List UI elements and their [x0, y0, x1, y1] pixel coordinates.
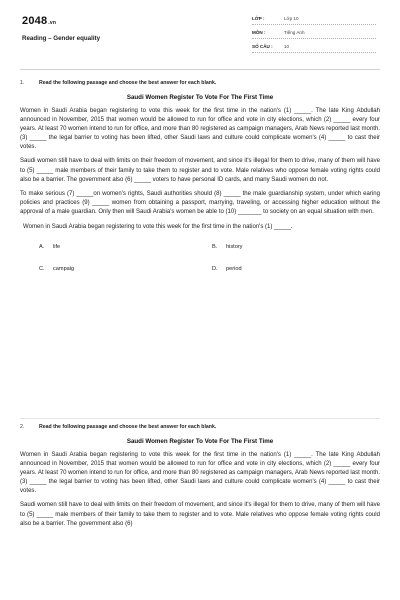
option-a[interactable]	[39, 244, 60, 250]
question-number: 2.	[20, 424, 25, 430]
passage-paragraph: Saudi women still have to deal with limits on their freedom of movement, and since it's illegal for them to drive, many of them will have to (5) _____ male members of their family to take them to register and to vote. Male relatives who oppose female voting rights could also be a barrier. The government also (6) _____ voters to have personal ID cards, and many Saudi women do not.	[20, 158, 380, 183]
header-divider	[20, 69, 380, 70]
question-instruction: Read the following passage and choose the best answer for each blank.	[39, 424, 217, 430]
question-header	[20, 424, 380, 434]
meta-subject	[252, 28, 376, 39]
meta-count-label: SỐ CÂU :	[252, 44, 273, 49]
option-text: life	[53, 244, 61, 251]
site-logo[interactable]	[22, 15, 56, 27]
meta-count-value: 10	[284, 44, 290, 49]
passage-paragraph: To make serious (7) _____on women's rights, Saudi authorities should (8) _____ the male guardianship system, under which earing policies and practices (9) _____ women from obtaining a passport, marrying, traveling, or accessing higher education without the approval of a male guardian. Only then will Saudi Arabia's women be able to (10) _______ to society on an equal situation with men.	[20, 190, 380, 215]
question-2	[20, 424, 380, 534]
document-title: Reading – Gender equality	[22, 35, 101, 42]
question-number: 1.	[20, 80, 25, 86]
option-letter: D.	[212, 266, 218, 273]
passage-paragraph: Saudi women still have to deal with limits on their freedom of movement, and since it's illegal for them to drive, many of them will have to (5) _____ male members of their family to take them to register and to vote. Male relatives who oppose female voting rights could also be a barrier. The government also (6)	[20, 502, 380, 527]
option-text: history	[226, 244, 243, 251]
question-instruction: Read the following passage and choose the best answer for each blank.	[39, 80, 217, 86]
logo-suffix: .vn	[48, 20, 57, 26]
meta-count	[252, 42, 376, 53]
answer-options	[20, 244, 380, 296]
meta-class	[252, 14, 376, 25]
meta-class-value: Lớp 10	[284, 16, 299, 21]
passage-title: Saudi Women Register To Vote For The First Time	[126, 438, 274, 445]
option-letter: A.	[39, 244, 45, 251]
option-d[interactable]	[212, 266, 242, 272]
question-header	[20, 80, 380, 90]
meta-subject-label: MÔN :	[252, 30, 266, 35]
option-text: campaig	[53, 266, 75, 273]
meta-subject-value: Tiếng Anh	[284, 30, 305, 35]
option-c[interactable]	[39, 266, 74, 272]
page-header	[0, 0, 400, 72]
passage-title: Saudi Women Register To Vote For The First Time	[126, 94, 274, 101]
question-stem: Women in Saudi Arabia began registering to vote this week for the first time in the nation's (1) _____.	[23, 224, 293, 231]
option-b[interactable]	[212, 244, 242, 250]
question-1	[20, 80, 380, 296]
option-letter: C.	[39, 266, 45, 273]
passage-paragraph: Women in Saudi Arabia began registering to vote this week for the first time in the nation's (1) _____. The late King Abdullah announced in November, 2015 that women would be allowed to run for office and vote in city elections, which (2) _____ every four years. At least 70 women intend to run for office, and more than 80 registered as campaign managers, Arab News reported last month. (3) _____ the legal barrier to voting has been lifted, other Saudi laws and culture could complicate women's (4) _____ to cast their votes.	[20, 452, 380, 495]
passage-paragraph: Women in Saudi Arabia began registering to vote this week for the first time in the nation's (1) _____. The late King Abdullah announced in November, 2015 that women would be allowed to run for office and vote in city elections, which (2) _____ every four years. At least 70 women intend to run for office, and more than 80 registered as campaign managers, Arab News reported last month. (3) _____ the legal barrier to voting has been lifted, other Saudi laws and culture could complicate women's (4) _____ to cast their votes.	[20, 108, 380, 151]
question-separator	[20, 418, 380, 419]
option-letter: B.	[212, 244, 218, 251]
meta-class-label: LỚP :	[252, 16, 265, 21]
logo-text: 2048	[22, 15, 48, 27]
option-text: period	[226, 266, 242, 273]
